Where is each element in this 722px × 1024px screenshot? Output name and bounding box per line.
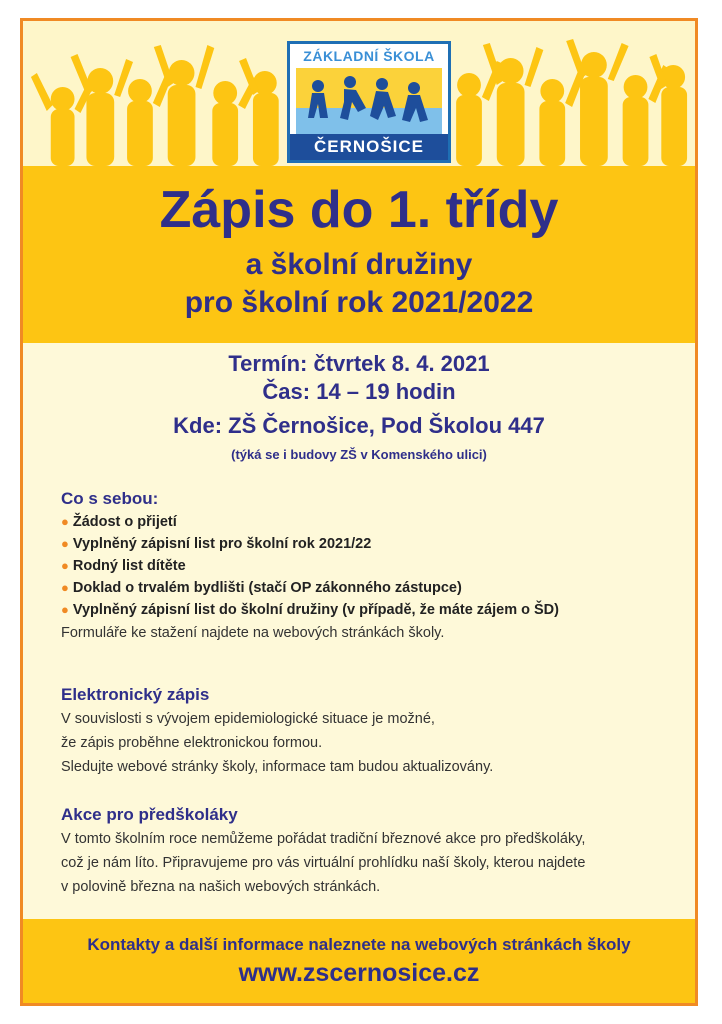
event-time: Čas: 14 – 19 hodin — [262, 379, 456, 404]
silhouette-banner — [23, 21, 695, 166]
electronic-heading: Elektronický zápis — [61, 685, 210, 704]
bullet-icon: ● — [61, 602, 69, 617]
forms-note: Formuláře ke stažení najdete na webových stránkách školy. — [61, 625, 445, 641]
bring-heading: Co s sebou: — [61, 489, 159, 508]
school-logo — [287, 41, 451, 163]
electronic-line: že zápis proběhne elektronickou formou. — [61, 735, 323, 751]
list-item: ● Doklad o trvalém bydlišti (stačí OP zákonného zástupce) — [61, 580, 462, 596]
footer-text: Kontakty a další informace naleznete na webových stránkách školy — [87, 935, 631, 954]
logo-top-text: ZÁKLADNÍ ŠKOLA — [303, 48, 435, 64]
subtitle-line-2: pro školní rok 2021/2022 — [184, 286, 534, 319]
electronic-section — [61, 683, 681, 779]
bullet-icon: ● — [61, 580, 69, 595]
preschool-line: V tomto školním roce nemůžeme pořádat tradiční březnové akce pro předškoláky, — [61, 831, 586, 847]
list-item: ● Vyplněný zápisní list pro školní rok 2021/22 — [61, 536, 372, 552]
list-item: ● Žádost o přijetí — [61, 514, 177, 530]
event-place: Kde: ZŠ Černošice, Pod Školou 447 — [173, 413, 545, 438]
page-title: Zápis do 1. třídy — [159, 181, 559, 239]
event-term: Termín: čtvrtek 8. 4. 2021 — [228, 351, 490, 376]
event-note: (týká se i budovy ZŠ v Komenského ulici) — [231, 447, 487, 462]
bring-section — [61, 487, 681, 645]
bullet-icon: ● — [61, 514, 69, 529]
preschool-heading: Akce pro předškoláky — [61, 805, 238, 824]
subtitle-line-1: a školní družiny — [245, 248, 473, 281]
preschool-line: což je nám líto. Připravujeme pro vás virtuální prohlídku naší školy, kterou najdete — [61, 855, 586, 871]
footer-band — [23, 919, 695, 1003]
list-item: ● Rodný list dítěte — [61, 558, 186, 574]
electronic-line: Sledujte webové stránky školy, informace tam budou aktualizovány. — [61, 759, 494, 775]
bullet-icon: ● — [61, 558, 69, 573]
logo-children-art — [296, 68, 442, 136]
logo-bottom-text: ČERNOŠICE — [290, 134, 448, 160]
list-item: ● Vyplněný zápisní list do školní družiny (v případě, že máte zájem o ŠD) — [61, 602, 559, 618]
website-link[interactable]: www.zscernosice.cz — [238, 959, 480, 987]
poster — [20, 18, 698, 1006]
electronic-line: V souvislosti s vývojem epidemiologické situace je možné, — [61, 711, 435, 727]
preschool-line: v polovině března na našich webových stránkách. — [61, 879, 381, 895]
preschool-section — [61, 803, 681, 899]
header-band — [23, 21, 695, 343]
bullet-icon: ● — [61, 536, 69, 551]
